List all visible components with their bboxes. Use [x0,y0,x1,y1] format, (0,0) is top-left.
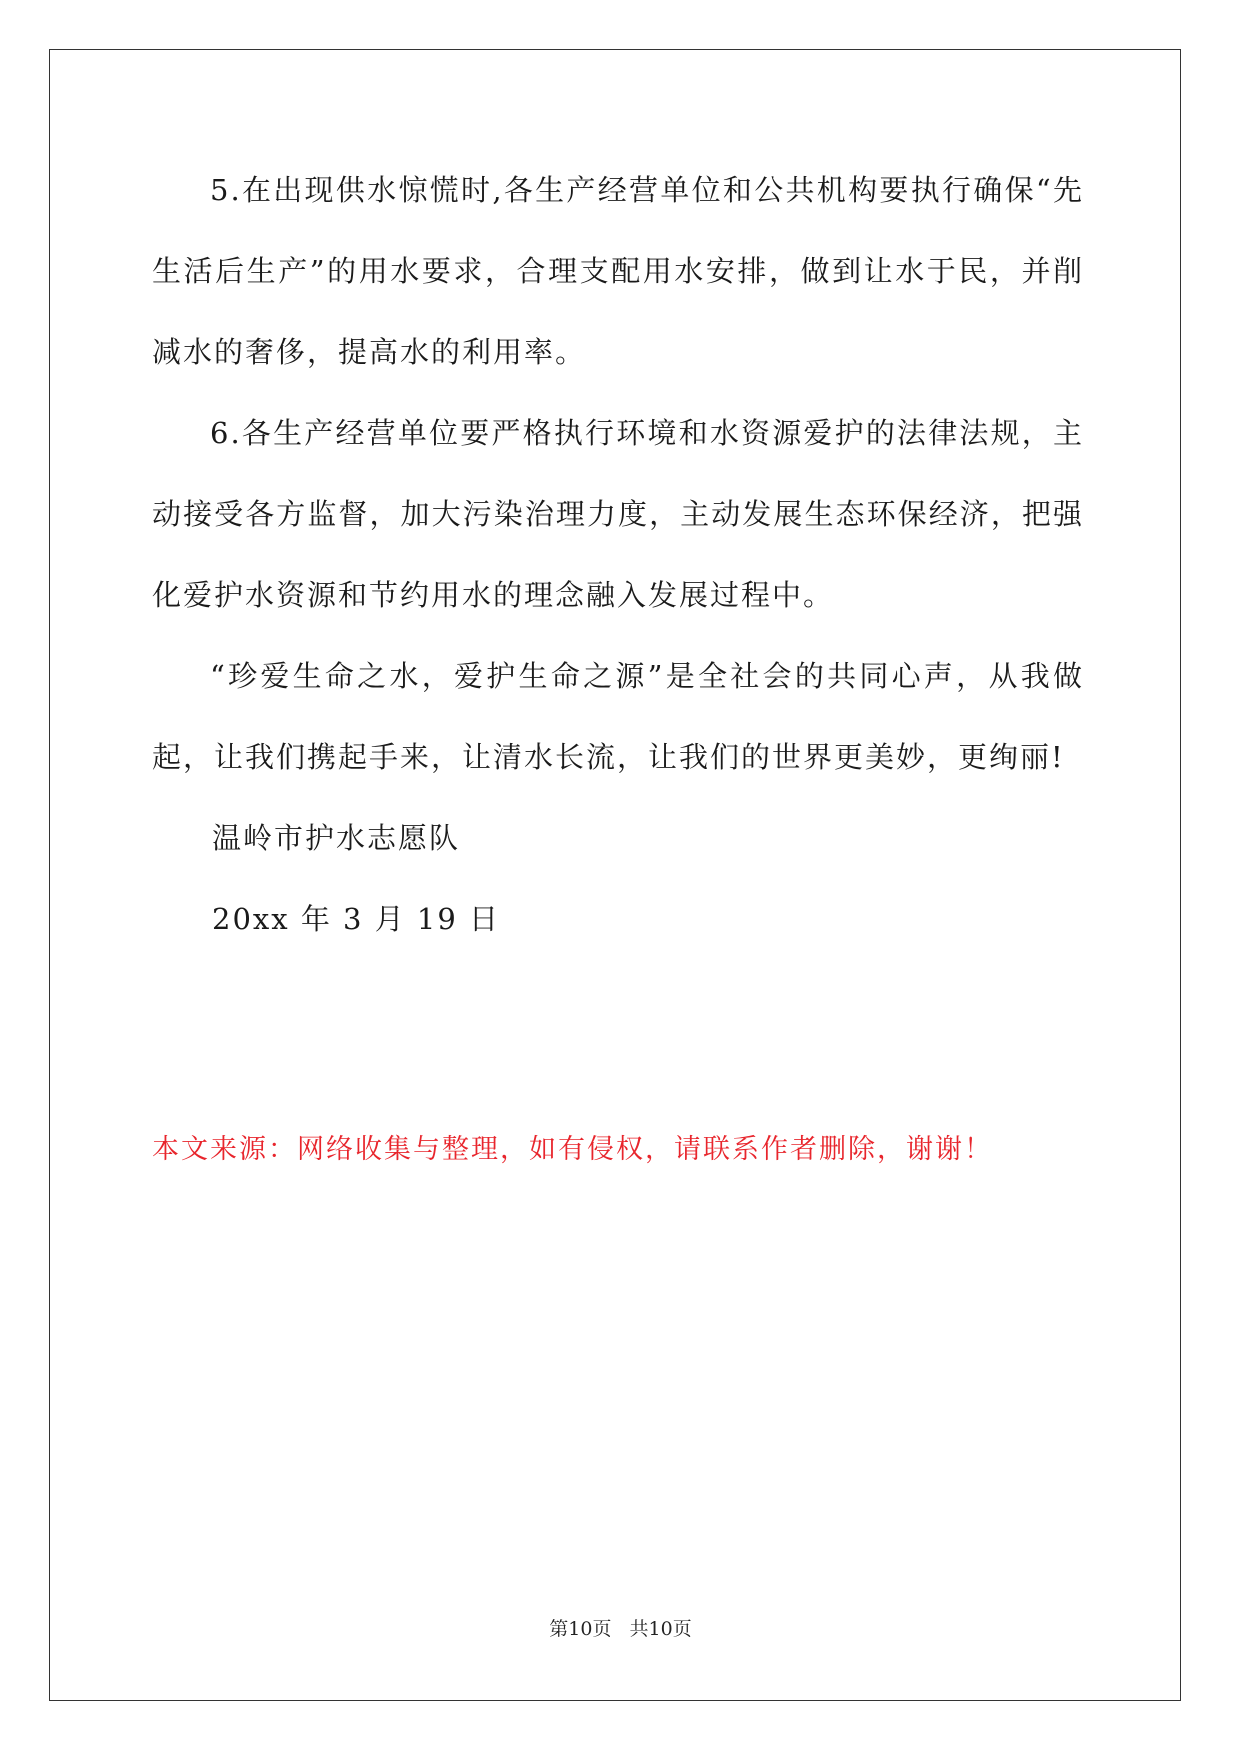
page-number-current: 第10页 [549,1618,612,1640]
source-note: 本文来源：网络收集与整理，如有侵权，请联系作者删除，谢谢！ [152,1134,993,1165]
page-number-total: 共10页 [629,1618,692,1640]
paragraph-5: 5.在出现供水惊慌时,各生产经营单位和公共机构要执行确保“先生活后生产”的用水要求，合理支配用水安排，做到让水于民，并削减水的奢侈，提高水的利用率。 [152,173,1084,369]
closing-paragraph: “珍爱生命之水，爱护生命之源”是全社会的共同心声，从我做起，让我们携起手来，让清水长流，让我们的世界更美妙，更绚丽! [152,659,1084,774]
document-body [152,150,1084,960]
signature-date: 20xx 年 3 月 19 日 [212,902,501,936]
page-footer [0,1614,1241,1641]
signature-org: 温岭市护水志愿队 [212,821,461,855]
paragraph-6: 6.各生产经营单位要严格执行环境和水资源爱护的法律法规，主动接受各方监督，加大污染治理力度，主动发展生态环保经济，把强化爱护水资源和节约用水的理念融入发展过程中。 [152,416,1084,612]
